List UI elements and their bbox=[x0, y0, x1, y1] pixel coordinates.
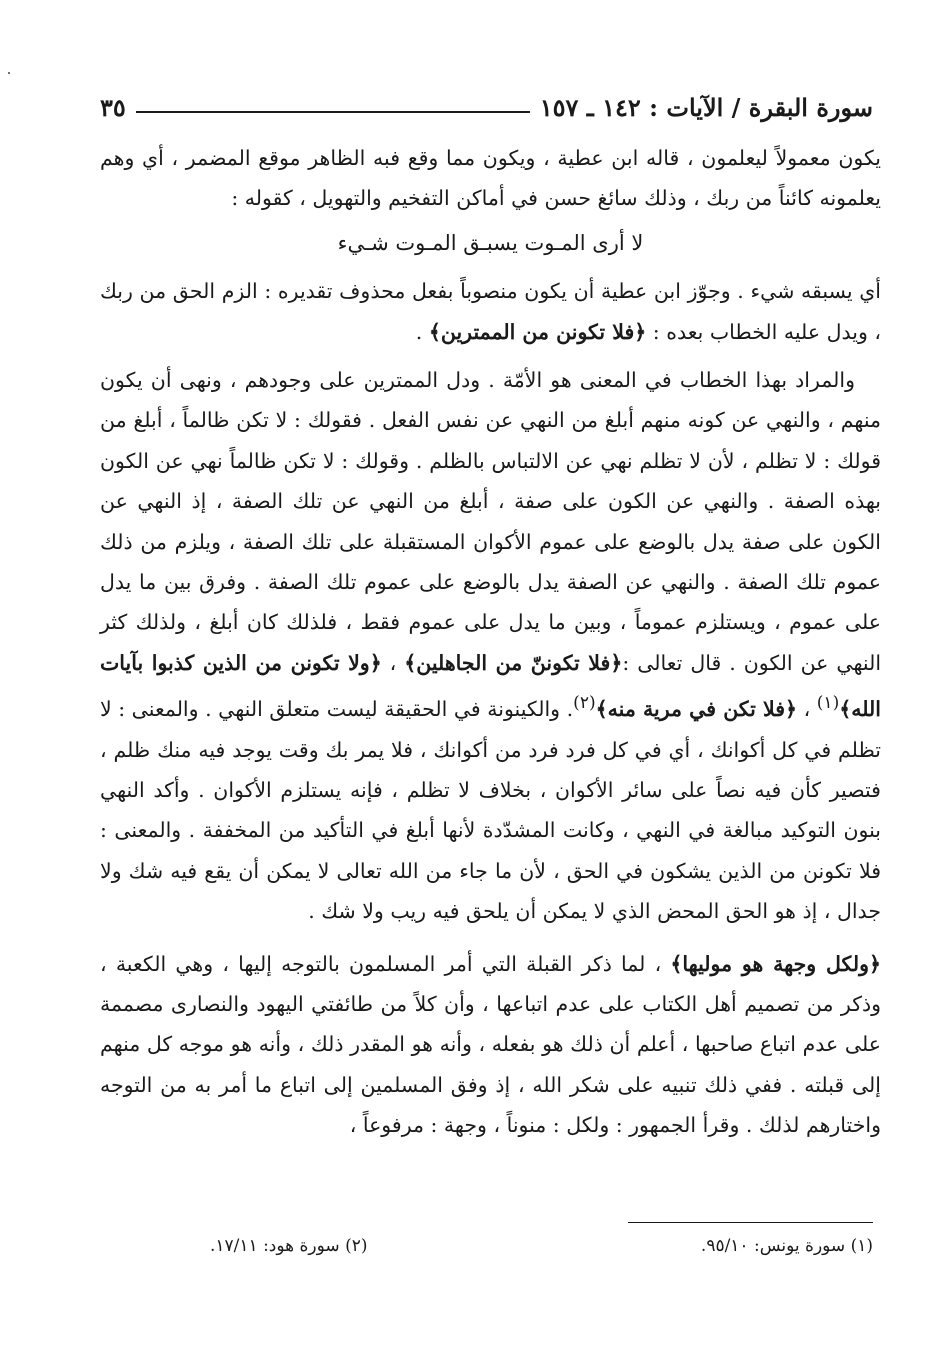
paragraph-3-sep: ، bbox=[797, 697, 817, 722]
header-rule bbox=[136, 111, 530, 113]
paragraph-2-end: . bbox=[415, 319, 429, 344]
paragraph-2 bbox=[100, 271, 881, 352]
paragraph-3-text-a: والمراد بهذا الخطاب في المعنى هو الأمّة . ودل الممترين على وجودهم ، ونهى أن يكون منهم ، والنهي عن كونه منهم أبلغ من النهي عن نفس الفعل . فقولك : لا تكن ظالماً ، أبلغ من قولك : لا تظلم ، لأن لا تظلم نهي عن الالتباس بالظلم . وقولك : لا تكن ظالماً نهي عن الكون بهذه الصفة . والنهي عن الكون على صفة ، أبلغ من النهي عن تلك الصفة ، إذ النهي عن الكون على صفة يدل بالوضع على عموم الأكوان المستقبلة على تلك الصفة ، ويلزم من ذلك عموم تلك الصفة . والنهي عن الصفة يدل بالوضع على عموم تلك الصفة . وفرق بين ما يدل على عموم ، ويستلزم عموماً ، وبين ما يدل على عموم فقط ، فلذلك كان أبلغ ، ولذلك كثر النهي عن الكون . قال تعالى : bbox=[100, 368, 882, 675]
main-text bbox=[100, 138, 881, 1146]
paragraph-3-sep: ، bbox=[381, 650, 405, 675]
paragraph-3-text-d: . والكينونة في الحقيقة ليست متعلق النهي . والمعنى : لا تظلم في كل أكوانك ، أي في كل فرد فرد من أكوانك ، فلا يمر بك وقت يوجد فيه منك ظلم ، فتصير كأن فيه نصاً على سائر الأكوان ، بخلاف لا تظلم ، فإنه يستلزم الأكوان . وأكد النهي بنون التوكيد مبالغة في النهي ، وكانت المشدّدة لأنها أبلغ في التأكيد من المخففة . والمعنى : فلا تكونن من الذين يشكون في الحق ، لأن ما جاء من الله تعالى لا يمكن أن يقع فيه شك ولا جدال ، إذ هو الحق المحض الذي لا يمكن أن يلحق فيه ريب ولا شك . bbox=[100, 697, 881, 924]
paragraph-4 bbox=[100, 944, 881, 1146]
footnote-2: (٢) سورة هود: ١٧/١١. bbox=[210, 1236, 368, 1256]
footnote-ref-2: (٢) bbox=[573, 693, 596, 714]
footnote-1: (١) سورة يونس: ٩٥/١٠. bbox=[700, 1236, 873, 1256]
running-header bbox=[100, 82, 873, 122]
scan-speck bbox=[8, 72, 10, 74]
poetry-verse: لا أرى المـوت يسبـق المـوت شـيء bbox=[337, 230, 644, 255]
quran-quote: ﴿فلا تكوننّ من الجاهلين﴾ bbox=[404, 650, 623, 675]
paragraph-2-text: أي يسبقه شيء . وجوّز ابن عطية أن يكون منصوباً بفعل محذوف تقديره : الزم الحق من ربك ، ويدل عليه الخطاب بعده : bbox=[100, 279, 881, 344]
paragraph-3 bbox=[100, 360, 881, 932]
quran-quote: ﴿فلا تكن في مرية منه﴾ bbox=[595, 697, 798, 722]
footnote-rule bbox=[628, 1222, 873, 1223]
paragraph-4-text: ، لما ذكر القبلة التي أمر المسلمون بالتوجه إليها ، وهي الكعبة ، وذكر من تصميم أهل الكتاب على عدم اتباعها ، وأن كلاً من طائفتي اليهود والنصارى مصممة على عدم اتباع صاحبها ، أعلم أن ذلك هو بفعله ، وأنه هو المقدر ذلك ، وأنه هو موجه كل منهم إلى قبلته . ففي ذلك تنبيه على شكر الله ، إذ وفق المسلمين إلى اتباع ما أمر به من التوجه واختارهم لذلك . وقرأ الجمهور : ولكل : منوناً ، وجهة : مرفوعاً ، bbox=[100, 951, 881, 1138]
page-number: ٣٥ bbox=[100, 93, 126, 122]
paragraph-1: يكون معمولاً ليعلمون ، قاله ابن عطية ، ويكون مما وقع فبه الظاهر موقع المضمر ، أي وهم يعلمونه كائناً من ربك ، وذلك سائغ حسن في أماكن التفخيم والتهويل ، كقوله : bbox=[100, 146, 881, 211]
quran-quote: ﴿ولكل وجهة هو موليها﴾ bbox=[670, 951, 881, 976]
header-title: سورة البقرة / الآيات : ١٤٢ ـ ١٥٧ bbox=[539, 93, 873, 122]
footnotes bbox=[100, 1236, 873, 1266]
footnote-ref-1: (١) bbox=[816, 693, 840, 714]
quran-quote: ﴿فلا تكونن من الممترين﴾ bbox=[428, 319, 647, 344]
quran-quote: ﴿ولا تكونن من الذين كذبوا بآيات الله﴾ bbox=[100, 650, 881, 722]
